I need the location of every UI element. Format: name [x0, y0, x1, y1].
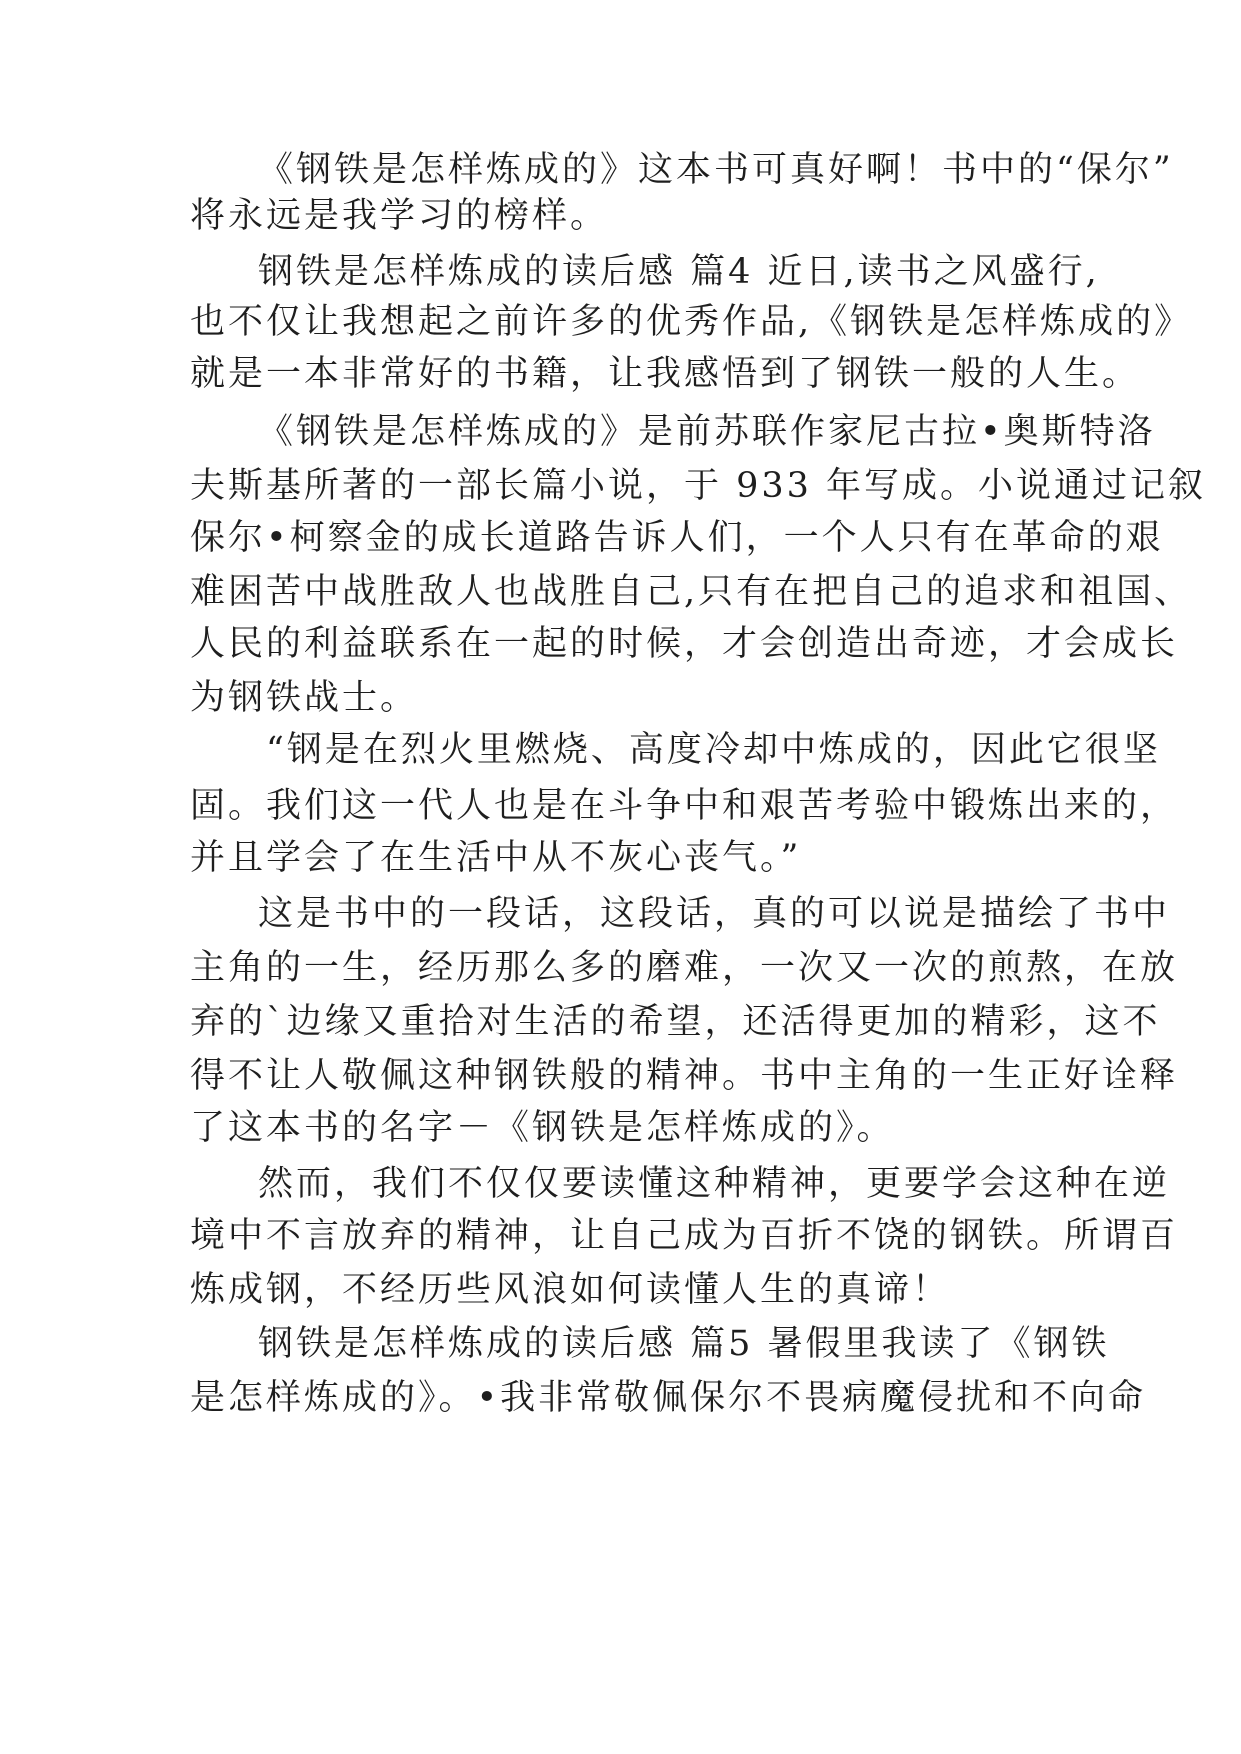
text-line: 主角的一生，经历那么多的磨难，一次又一次的煎熬，在放: [190, 948, 1179, 988]
text-line: 人民的利益联系在一起的时候，才会创造出奇迹，才会成长: [190, 624, 1179, 664]
text-line: 弃的`边缘又重拾对生活的希望，还活得更加的精彩，这不: [190, 1002, 1161, 1042]
text-line: 将永远是我学习的榜样。: [190, 196, 609, 236]
text-line: 难困苦中战胜敌人也战胜自己,只有在把自己的追求和祖国、: [190, 572, 1193, 612]
text-line: 为钢铁战士。: [190, 678, 419, 718]
text-line: 炼成钢，不经历些风浪如何读懂人生的真谛！: [190, 1270, 951, 1310]
text-line: 保尔•柯察金的成长道路告诉人们，一个人只有在革命的艰: [190, 518, 1164, 558]
text-line: 境中不言放弃的精神，让自己成为百折不饶的钢铁。所谓百: [190, 1216, 1179, 1256]
text-line: 钢铁是怎样炼成的读后感 篇4 近日,读书之风盛行,: [258, 252, 1100, 292]
text-line: 钢铁是怎样炼成的读后感 篇5 暑假里我读了《钢铁: [258, 1324, 1110, 1364]
text-line: 固。我们这一代人也是在斗争中和艰苦考验中锻炼出来的，: [190, 786, 1179, 826]
text-line: 这是书中的一段话，这段话，真的可以说是描绘了书中: [258, 894, 1171, 934]
text-line: 然而，我们不仅仅要读懂这种精神，更要学会这种在逆: [258, 1164, 1171, 1204]
text-line: 也不仅让我想起之前许多的优秀作品,《钢铁是怎样炼成的》: [190, 302, 1193, 342]
text-line: 得不让人敬佩这种钢铁般的精神。书中主角的一生正好诠释: [190, 1056, 1179, 1096]
text-line: “钢是在烈火里燃烧、高度冷却中炼成的，因此它很坚: [266, 730, 1161, 770]
text-line: 就是一本非常好的书籍，让我感悟到了钢铁一般的人生。: [190, 354, 1141, 394]
text-line: 《钢铁是怎样炼成的》是前苏联作家尼古拉•奥斯特洛: [258, 412, 1156, 452]
text-line: 并且学会了在生活中从不灰心丧气。”: [190, 838, 802, 878]
text-line: 《钢铁是怎样炼成的》这本书可真好啊！书中的“保尔”: [258, 150, 1174, 190]
text-line: 是怎样炼成的》。•我非常敬佩保尔不畏病魔侵扰和不向命: [190, 1378, 1147, 1418]
text-line: 夫斯基所著的一部长篇小说，于 933 年写成。小说通过记叙: [190, 466, 1207, 506]
text-line: 了这本书的名字－《钢铁是怎样炼成的》。: [190, 1108, 895, 1148]
